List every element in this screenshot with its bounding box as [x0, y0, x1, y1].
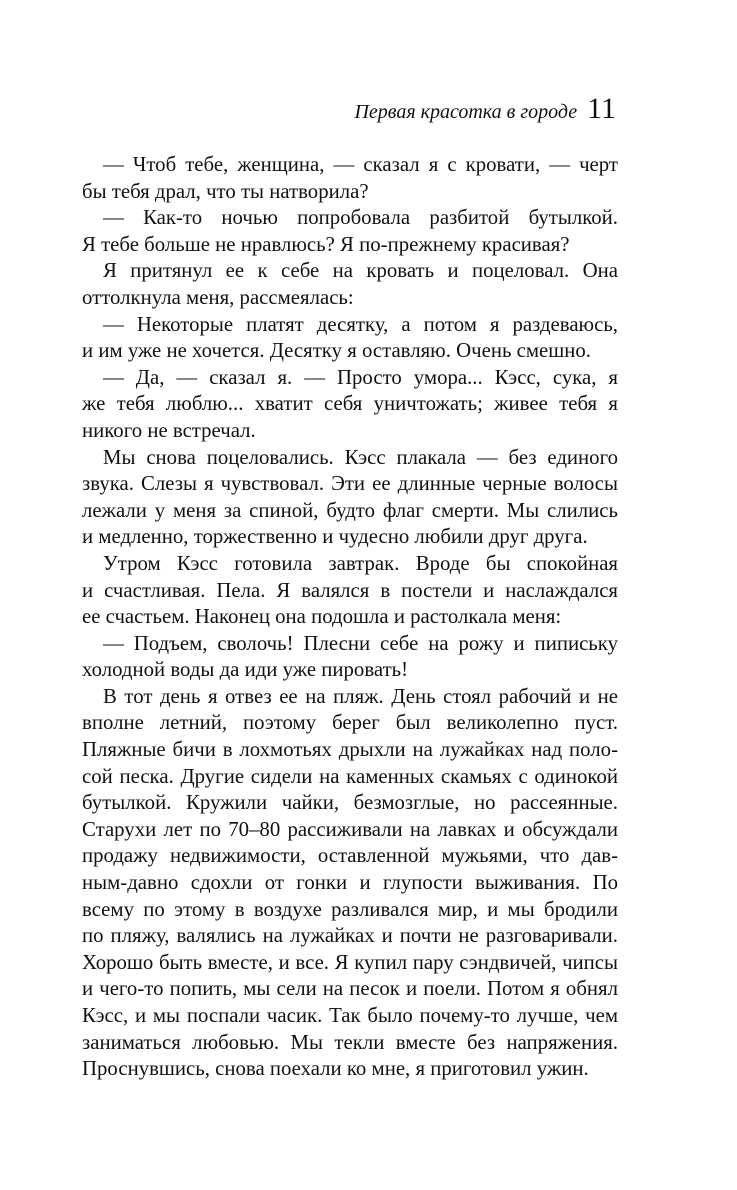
text-line: по пляжу, валялись на лужайках и почти не разговаривали. — [82, 924, 618, 948]
text-line: заниматься любовью. Мы текли вместе без напряжения. — [82, 1030, 618, 1054]
text-line: Утром Кэсс готовила завтрак. Вроде бы спокойная — [103, 551, 618, 575]
running-header-title: Первая красотка в городе — [354, 101, 578, 123]
text-line: Кэсс, и мы поспали часик. Так было почему-то лучше, чем — [82, 1004, 618, 1027]
paragraph — [82, 258, 618, 311]
text-line: Старухи лет по 70–80 рассиживали на лавках и обсуждали — [82, 817, 618, 841]
text-line: Я тебе больше не нравлюсь? Я по-прежнему красивая? — [82, 232, 570, 256]
page-number: 11 — [587, 92, 616, 125]
body-text — [82, 152, 618, 1083]
text-line: Хорошо быть вместе, и все. Я купил пару сэндвичей, чипсы — [82, 950, 618, 974]
text-line: продажу недвижимости, оставленной мужьями, что дав- — [82, 844, 618, 868]
paragraph — [82, 152, 618, 205]
text-line: Я притянул ее к себе на кровать и поцеловал. Она — [103, 259, 618, 283]
paragraph — [82, 205, 618, 258]
paragraph — [82, 631, 618, 684]
text-line: В тот день я отвез ее на пляж. День стоял рабочий и не — [103, 684, 618, 708]
text-line: холодной воды да иди уже пировать! — [82, 658, 409, 682]
text-line: никого не встречал. — [82, 418, 256, 442]
running-header — [354, 94, 616, 124]
paragraph — [82, 445, 618, 551]
text-line: и им уже не хочется. Десятку я оставляю. Очень смешно. — [82, 339, 591, 363]
text-line: сой песка. Другие сидели на каменных скамьях с одинокой — [82, 764, 618, 788]
paragraph — [82, 312, 618, 365]
text-line: вполне летний, поэтому берег был великолепно пуст. — [82, 711, 618, 735]
text-line: и счастливая. Пела. Я валялся в постели и наслаждался — [82, 578, 618, 602]
text-line: — Да, — сказал я. — Просто умора... Кэсс, сука, я — [103, 365, 618, 389]
text-line: — Подъем, сволочь! Плесни себе на рожу и пипиську — [103, 631, 618, 655]
text-line: Мы снова поцеловались. Кэсс плакала — без единого — [103, 445, 618, 469]
text-line: всему по этому в воздухе разливался мир, и мы бродили — [82, 897, 618, 921]
text-line: и чего-то попить, мы сели на песок и поели. Потом я обнял — [82, 977, 618, 1001]
text-line: ным-давно сдохли от гонки и глупости выживания. По — [82, 871, 618, 895]
text-line: — Некоторые платят десятку, а потом я раздеваюсь, — [103, 312, 618, 336]
text-line: бутылкой. Кружили чайки, безмозглые, но рассеянные. — [82, 791, 618, 815]
text-line: лежали у меня за спиной, будто флаг смерти. Мы слились — [82, 498, 618, 522]
text-line: же тебя люблю... хватит себя уничтожать; живее тебя я — [82, 392, 618, 416]
paragraph — [82, 365, 618, 445]
paragraph — [82, 684, 618, 1083]
text-line: звука. Слезы я чувствовал. Эти ее длинные черные волосы — [82, 472, 618, 496]
paragraph — [82, 551, 618, 631]
text-line: ее счастьем. Наконец она подошла и растолкала меня: — [82, 605, 562, 629]
text-line: — Как-то ночью попробовала разбитой бутылкой. — [103, 206, 618, 230]
text-line: бы тебя драл, что ты натворила? — [82, 179, 369, 203]
text-line: оттолкнула меня, рассмеялась: — [82, 285, 354, 309]
text-line: и медленно, торжественно и чудесно любили друг друга. — [82, 525, 588, 549]
text-line: Проснувшись, снова поехали ко мне, я приготовил ужин. — [82, 1057, 589, 1081]
text-line: Пляжные бичи в лохмотьях дрыхли на лужайках над поло- — [82, 738, 618, 762]
text-line: — Чтоб тебе, женщина, — сказал я с кровати, — черт — [103, 153, 618, 176]
